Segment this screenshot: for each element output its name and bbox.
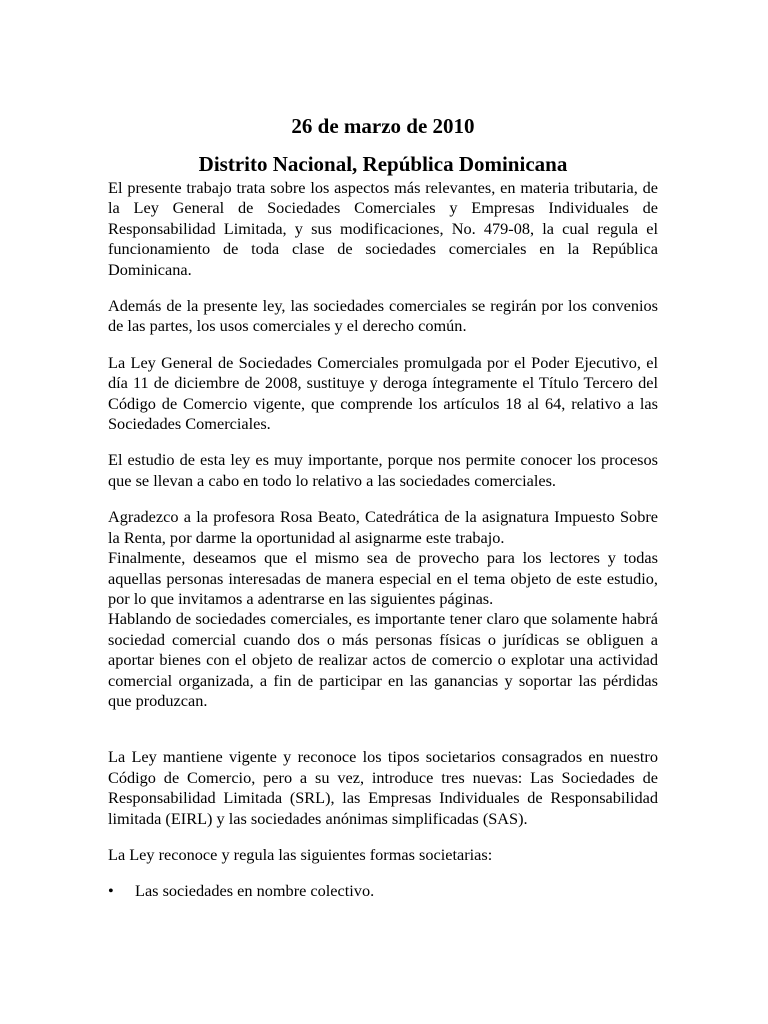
document-place: Distrito Nacional, República Dominicana [198,152,568,176]
paragraph-types: La Ley mantiene vigente y reconoce los tipos societarios consagrados en nuestro Código de Comercio, pero a su vez, introduce tres nuevas: Las Sociedades de Responsabilidad Limitada (SRL), las Empresas Individuales de Responsabilidad limitada (EIRL) y las sociedades anónimas simplificadas (SAS). [108,747,658,828]
paragraph-definition: Hablando de sociedades comerciales, es importante tener claro que solamente habrá sociedad comercial cuando dos o más personas físicas o jurídicas se obliguen a aportar bienes con el objeto de realizar actos de comercio o explotar una actividad comercial organizada, a fin de participar en las ganancias y soportar las pérdidas que produzcan. [108,609,658,710]
paragraph-importance: El estudio de esta ley es muy importante, porque nos permite conocer los procesos que se llevan a cabo en todo lo relativo a las sociedades comerciales. [108,450,658,490]
paragraph-acknowledgement: Agradezco a la profesora Rosa Beato, Catedrática de la asignatura Impuesto Sobre la Renta, por darme la oportunidad al asignarme este trabajo. [108,507,658,547]
bullet-icon: • [108,881,114,901]
paragraph-regulation: Además de la presente ley, las sociedades comerciales se regirán por los convenios de las partes, los usos comerciales y el derecho común. [108,296,658,336]
document-date: 26 de marzo de 2010 [291,114,475,138]
paragraph-intro: El presente trabajo trata sobre los aspectos más relevantes, en materia tributaria, de la Ley General de Sociedades Comerciales y Empresas Individuales de Responsabilidad Limitada, y sus modificaciones, No. 479-08, la cual regula el funcionamiento de toda clase de sociedades comerciales en la República Dominicana. [108,178,658,279]
list-item [108,881,658,901]
paragraph-closing: Finalmente, deseamos que el mismo sea de provecho para los lectores y todas aquellas personas interesadas de manera especial en el tema objeto de este estudio, por lo que invitamos a adentrarse en las siguientes páginas. [108,548,658,608]
paragraph-law-history: La Ley General de Sociedades Comerciales promulgada por el Poder Ejecutivo, el día 11 de diciembre de 2008, sustituye y deroga íntegramente el Título Tercero del Código de Comercio vigente, que comprende los artículos 18 al 64, relativo a las Sociedades Comerciales. [108,352,658,434]
document-page [108,112,658,902]
paragraph-forms-intro: La Ley reconoce y regula las siguientes formas societarias: [108,844,493,864]
forms-list [108,881,658,901]
list-item-text: Las sociedades en nombre colectivo. [135,881,375,901]
